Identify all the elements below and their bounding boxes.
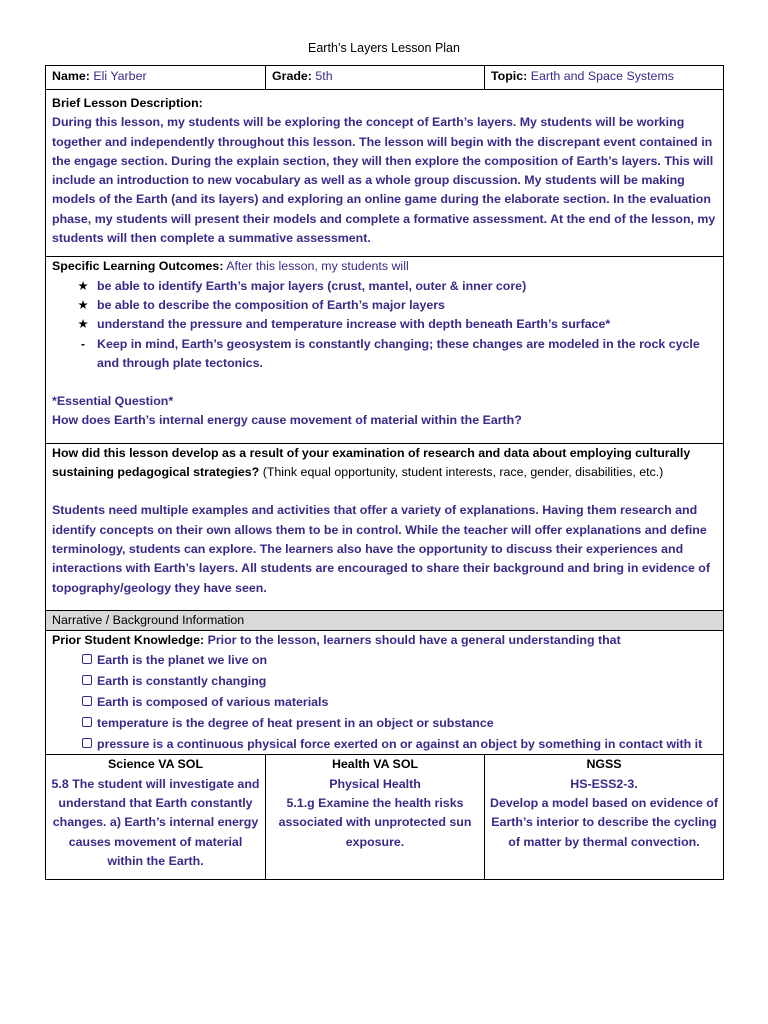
list-item <box>52 734 717 755</box>
lesson-plan-table <box>45 65 724 880</box>
page-title: Earth’s Layers Lesson Plan <box>308 41 460 55</box>
health-sol-heading: Health VA SOL <box>331 757 419 772</box>
ngss-cell <box>485 755 724 880</box>
description-text: During this lesson, my students will be exploring the concept of Earth’s layers. My students will be working together and independently throughout this lesson. The lesson will begin with the discrepant event contained in the engage section. During the explain section, they will then explore the composition of Earth’s layers. This will include an introduction to new vocabulary as well as a whole group discussion. My students will be making models of the Earth (and its layers) and exploring an online game during the elaborate section. In the evaluation phase, my students will present their models and complete a formative assessment. At the end of the lesson, my students will then complete a summative assessment. <box>52 115 716 246</box>
list-item <box>52 692 717 713</box>
checkbox-icon <box>82 675 92 685</box>
prior-item-text: temperature is the degree of heat present in an object or substance <box>97 715 494 730</box>
description-cell <box>46 90 724 257</box>
outcomes-label: Specific Learning Outcomes: <box>52 259 224 274</box>
name-cell <box>46 66 266 90</box>
narrative-heading: Narrative / Background Information <box>46 610 724 630</box>
health-sol-cell <box>266 755 485 880</box>
prior-label: Prior Student Knowledge: <box>52 633 205 648</box>
ngss-text: Develop a model based on evidence of Earth’s interior to describe the cycling of matter by thermal convection. <box>490 796 718 849</box>
header-row <box>46 66 724 90</box>
description-row <box>46 90 724 257</box>
culture-row <box>46 443 724 610</box>
prior-knowledge-cell <box>46 631 724 755</box>
grade-label: Grade: <box>272 69 312 83</box>
prior-item-text: Earth is the planet we live on <box>97 653 268 668</box>
star-icon: ★ <box>77 317 89 332</box>
name-label: Name: <box>52 69 90 83</box>
narrative-heading-row <box>46 610 724 630</box>
science-sol-heading: Science VA SOL <box>107 757 204 772</box>
checkbox-icon <box>82 717 92 727</box>
list-item <box>52 650 717 671</box>
outcome-text: be able to identify Earth’s major layers (crust, mantel, outer & inner core) <box>97 278 527 293</box>
name-value: Eli Yarber <box>93 69 147 83</box>
essential-question-text: How does Earth’s internal energy cause movement of material within the Earth? <box>52 413 522 428</box>
star-icon: ★ <box>77 278 89 293</box>
science-sol-cell <box>46 755 266 880</box>
culture-cell <box>46 443 724 610</box>
dash-icon: - <box>80 336 86 351</box>
prior-item-text: Earth is composed of various materials <box>97 695 329 710</box>
science-sol-text: 5.8 The student will investigate and understand that Earth constantly changes. a) Earth’s internal energy causes movement of material within the Earth. <box>51 776 260 868</box>
topic-cell <box>485 66 724 90</box>
description-label: Brief Lesson Description: <box>52 96 203 110</box>
checkbox-icon <box>82 654 92 664</box>
essential-question-label: *Essential Question* <box>52 394 174 409</box>
outcomes-list <box>52 277 717 373</box>
health-sol-sub: Physical Health <box>329 776 421 791</box>
checkbox-icon <box>82 738 92 748</box>
grade-cell <box>266 66 485 90</box>
prior-intro: Prior to the lesson, learners should have a general understanding that <box>204 633 621 648</box>
checkbox-icon <box>82 696 92 706</box>
list-item <box>52 713 717 734</box>
prior-item-text: pressure is a continuous physical force exerted on or against an object by something in contact with it <box>97 736 703 751</box>
outcome-note: Keep in mind, Earth’s geosystem is constantly changing; these changes are modeled in the rock cycle and through plate tectonics. <box>97 336 700 370</box>
outcomes-cell <box>46 257 724 443</box>
grade-value: 5th <box>315 69 333 83</box>
outcome-text: be able to describe the composition of Earth’s major layers <box>97 297 445 312</box>
culture-question: How did this lesson develop as a result of your examination of research and data about employing culturally sustaining pedagogical strategies? <box>52 445 691 480</box>
standards-row <box>46 755 724 880</box>
ngss-heading: NGSS <box>586 757 622 772</box>
culture-answer: Students need multiple examples and activities that offer a variety of explanations. Having them research and identify concepts on their own allows them to be in control. While the teacher will offer explanations and define terminology, students can explore. The learners also have the opportunity to discuss their experiences and interactions with Earth’s layers. All students are encouraged to share their background and bring in evidence of topography/geology they have seen. <box>52 503 710 595</box>
topic-value: Earth and Space Systems <box>530 69 674 83</box>
topic-label: Topic: <box>491 69 528 83</box>
list-item <box>52 335 717 374</box>
ngss-sub: HS-ESS2-3. <box>570 776 638 791</box>
outcomes-row <box>46 257 724 443</box>
list-item <box>52 277 717 296</box>
list-item <box>52 296 717 315</box>
culture-hint: (Think equal opportunity, student interests, race, gender, disabilities, etc.) <box>259 465 664 480</box>
list-item <box>52 671 717 692</box>
prior-knowledge-list <box>52 650 717 754</box>
prior-item-text: Earth is constantly changing <box>97 674 267 689</box>
prior-knowledge-row <box>46 631 724 755</box>
star-icon: ★ <box>77 297 89 312</box>
outcome-text: understand the pressure and temperature increase with depth beneath Earth’s surface* <box>97 317 611 332</box>
list-item <box>52 315 717 334</box>
outcomes-intro: After this lesson, my students will <box>223 259 409 274</box>
health-sol-text: 5.1.g Examine the health risks associated with unprotected sun exposure. <box>278 796 472 849</box>
